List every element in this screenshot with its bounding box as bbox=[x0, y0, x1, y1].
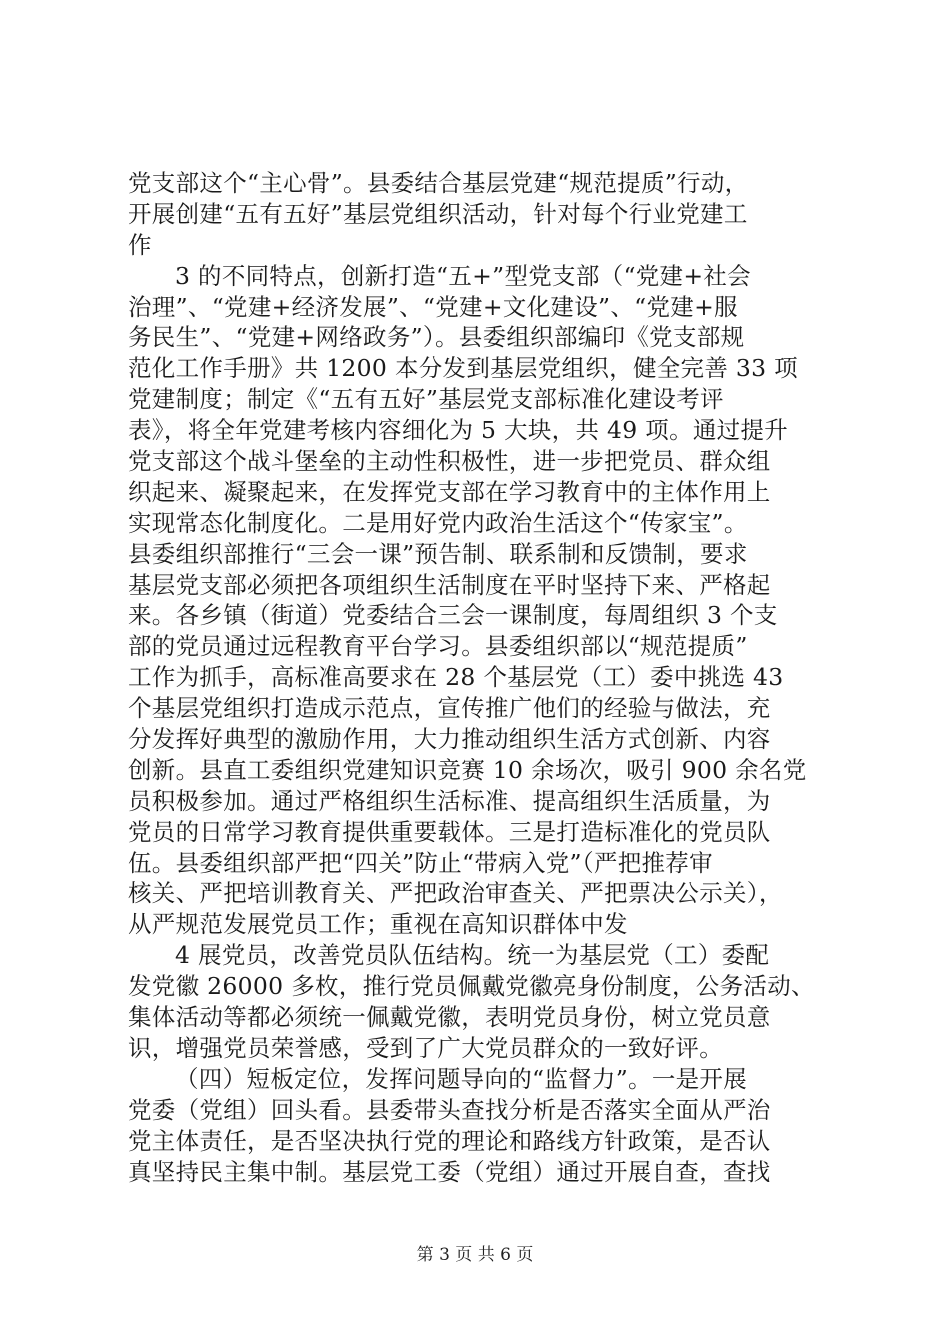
page-footer: 第 3 页 共 6 页 bbox=[416, 1245, 534, 1265]
text-line: 部的党员通过远程教育平台学习。县委组织部以“规范提质” bbox=[128, 632, 748, 661]
text-line: 分发挥好典型的激励作用，大力推动组织生活方式创新、内容 bbox=[128, 725, 771, 754]
text-line: 党委（党组）回头看。县委带头查找分析是否落实全面从严治 bbox=[128, 1095, 771, 1124]
text-line: 治理”、“党建+经济发展”、“党建+文化建设”、“党建+服 bbox=[128, 292, 738, 321]
text-line: 党建制度；制定《“五有五好”基层党支部标准化建设考评 bbox=[128, 385, 724, 414]
text-line: 集体活动等都必须统一佩戴党徽，表明党员身份，树立党员意 bbox=[128, 1003, 771, 1032]
text-line: 发党徽 26000 多枚，推行党员佩戴党徽亮身份制度，公务活动、 bbox=[128, 972, 815, 1001]
text-line: 表》，将全年党建考核内容细化为 5 大块，共 49 项。通过提升 bbox=[128, 416, 789, 445]
text-line: 识，增强党员荣誉感，受到了广大党员群众的一致好评。 bbox=[128, 1033, 723, 1062]
text-line: 创新。县直工委组织党建知识竞赛 10 余场次，吸引 900 余名党 bbox=[128, 755, 807, 784]
text-line: 4 展党员，改善党员队伍结构。统一为基层党（工）委配 bbox=[175, 941, 770, 970]
text-line: 织起来、凝聚起来，在发挥党支部在学习教育中的主体作用上 bbox=[128, 477, 771, 506]
text-line: 党支部这个战斗堡垒的主动性积极性，进一步把党员、群众组 bbox=[128, 447, 771, 476]
text-line: 员积极参加。通过严格组织生活标准、提高组织生活质量，为 bbox=[128, 786, 771, 815]
text-line: 真坚持民主集中制。基层党工委（党组）通过开展自查，查找 bbox=[128, 1157, 771, 1186]
text-line: 实现常态化制度化。二是用好党内政治生活这个“传家宝”。 bbox=[128, 508, 748, 537]
text-line: 务民生”、“党建+网络政务”）。县委组织部编印《党支部规 bbox=[128, 323, 745, 352]
text-line: 范化工作手册》共 1200 本分发到基层党组织，健全完善 33 项 bbox=[128, 354, 798, 383]
body-text bbox=[128, 168, 828, 1187]
text-line: 核关、严把培训教育关、严把政治审查关、严把票决公示关）， bbox=[128, 879, 783, 908]
text-line: 工作为抓手，高标准高要求在 28 个基层党（工）委中挑选 43 bbox=[128, 663, 784, 692]
text-line: 党支部这个“主心骨”。县委结合基层党建“规范提质”行动， bbox=[128, 169, 749, 197]
text-line: 伍。县委组织部严把“四关”防止“带病入党”（严把推荐审 bbox=[128, 848, 713, 877]
text-line: （四）短板定位，发挥问题导向的“监督力”。一是开展 bbox=[175, 1064, 748, 1093]
text-line: 3 的不同特点，创新打造“五+”型党支部（“党建+社会 bbox=[175, 261, 751, 290]
text-line: 党主体责任，是否坚决执行党的理论和路线方针政策，是否认 bbox=[128, 1126, 771, 1155]
text-line: 党员的日常学习教育提供重要载体。三是打造标准化的党员队 bbox=[128, 817, 771, 846]
text-line: 基层党支部必须把各项组织生活制度在平时坚持下来、严格起 bbox=[128, 570, 771, 599]
text-line: 个基层党组织打造成示范点，宣传推广他们的经验与做法，充 bbox=[128, 694, 771, 723]
text-line: 从严规范发展党员工作；重视在高知识群体中发 bbox=[128, 910, 628, 939]
text-line: 来。各乡镇（街道）党委结合三会一课制度，每周组织 3 个支 bbox=[128, 601, 778, 630]
text-line: 开展创建“五有五好”基层党组织活动，针对每个行业党建工 bbox=[128, 199, 748, 228]
text-line: 县委组织部推行“三会一课”预告制、联系制和反馈制，要求 bbox=[128, 539, 748, 568]
text-line: 作 bbox=[128, 230, 152, 259]
